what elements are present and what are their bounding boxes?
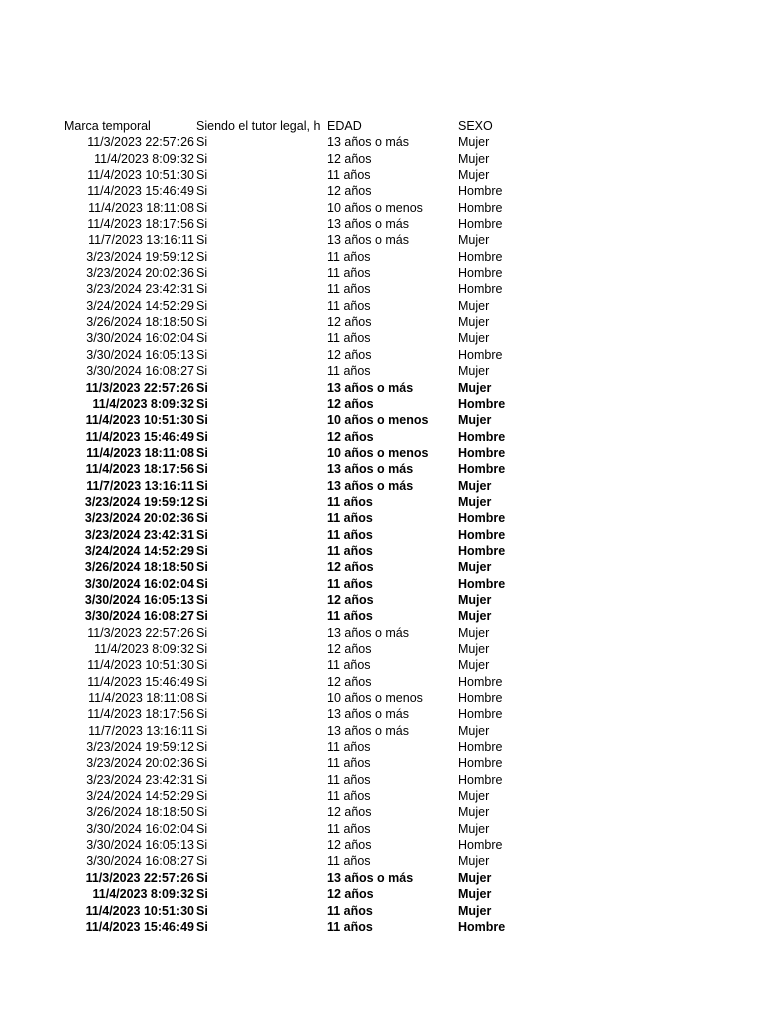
cell-tutor-legal: Si bbox=[196, 217, 208, 232]
cell-marca-temporal: 11/4/2023 18:17:56 bbox=[87, 707, 194, 722]
cell-marca-temporal: 11/7/2023 13:16:11 bbox=[88, 723, 194, 738]
table-row bbox=[64, 445, 724, 461]
cell-tutor-legal: Si bbox=[196, 658, 208, 673]
cell-sexo: Mujer bbox=[458, 887, 492, 902]
cell-marca-temporal: 11/7/2023 13:16:11 bbox=[86, 478, 194, 493]
cell-sexo: Hombre bbox=[458, 266, 503, 281]
table-row bbox=[64, 608, 724, 624]
cell-edad: 11 años bbox=[327, 756, 371, 771]
cell-tutor-legal: Si bbox=[196, 592, 208, 607]
cell-tutor-legal: Si bbox=[196, 298, 208, 313]
cell-edad: 11 años bbox=[327, 576, 373, 591]
cell-sexo: Mujer bbox=[458, 592, 492, 607]
table-row bbox=[64, 167, 724, 183]
cell-marca-temporal: 11/3/2023 22:57:26 bbox=[85, 380, 194, 395]
cell-edad: 13 años o más bbox=[327, 625, 409, 640]
cell-tutor-legal: Si bbox=[196, 870, 208, 885]
cell-sexo: Mujer bbox=[458, 723, 490, 738]
cell-sexo: Mujer bbox=[458, 658, 490, 673]
header-edad: EDAD bbox=[327, 119, 362, 133]
table-row bbox=[64, 380, 724, 396]
cell-marca-temporal: 11/4/2023 8:09:32 bbox=[92, 887, 194, 902]
cell-edad: 11 años bbox=[327, 543, 373, 558]
cell-sexo: Hombre bbox=[458, 217, 503, 232]
cell-tutor-legal: Si bbox=[196, 282, 208, 297]
cell-edad: 13 años o más bbox=[327, 723, 409, 738]
table-row bbox=[64, 249, 724, 265]
cell-marca-temporal: 3/24/2024 14:52:29 bbox=[86, 789, 194, 804]
header-tutor-legal: Siendo el tutor legal, h bbox=[196, 119, 321, 133]
table-row bbox=[64, 804, 724, 820]
cell-sexo: Hombre bbox=[458, 249, 503, 264]
table-row bbox=[64, 919, 724, 935]
cell-marca-temporal: 11/7/2023 13:16:11 bbox=[88, 233, 194, 248]
table-row bbox=[64, 298, 724, 314]
cell-sexo: Mujer bbox=[458, 821, 490, 836]
table-row bbox=[64, 363, 724, 379]
cell-edad: 11 años bbox=[327, 266, 371, 281]
cell-sexo: Hombre bbox=[458, 200, 503, 215]
cell-edad: 11 años bbox=[327, 609, 373, 624]
cell-sexo: Hombre bbox=[458, 347, 503, 362]
cell-marca-temporal: 3/30/2024 16:02:04 bbox=[86, 821, 194, 836]
cell-edad: 12 años bbox=[327, 838, 372, 853]
table-row bbox=[64, 706, 724, 722]
cell-edad: 12 años bbox=[327, 560, 374, 575]
cell-edad: 12 años bbox=[327, 642, 372, 656]
table-row bbox=[64, 739, 724, 755]
cell-marca-temporal: 11/3/2023 22:57:26 bbox=[87, 135, 194, 150]
cell-tutor-legal: Si bbox=[196, 266, 208, 281]
cell-marca-temporal: 11/4/2023 10:51:30 bbox=[85, 903, 194, 918]
table-row bbox=[64, 903, 724, 919]
cell-edad: 11 años bbox=[327, 249, 371, 264]
table-row bbox=[64, 330, 724, 346]
cell-tutor-legal: Si bbox=[196, 331, 208, 346]
cell-marca-temporal: 3/23/2024 23:42:31 bbox=[86, 282, 194, 297]
cell-edad: 13 años o más bbox=[327, 380, 414, 395]
cell-sexo: Hombre bbox=[458, 543, 506, 558]
cell-sexo: Mujer bbox=[458, 903, 492, 918]
cell-tutor-legal: Si bbox=[196, 168, 208, 183]
cell-tutor-legal: Si bbox=[196, 805, 208, 820]
table-row bbox=[64, 265, 724, 281]
cell-tutor-legal: Si bbox=[196, 740, 208, 755]
cell-marca-temporal: 3/24/2024 14:52:29 bbox=[86, 298, 194, 313]
table-row bbox=[64, 788, 724, 804]
cell-edad: 11 años bbox=[327, 919, 373, 934]
cell-marca-temporal: 3/23/2024 19:59:12 bbox=[86, 740, 194, 755]
cell-sexo: Hombre bbox=[458, 707, 503, 722]
cell-sexo: Hombre bbox=[458, 674, 503, 689]
cell-sexo: Hombre bbox=[458, 429, 506, 444]
cell-tutor-legal: Si bbox=[196, 903, 208, 918]
cell-edad: 12 años bbox=[327, 396, 374, 411]
cell-edad: 12 años bbox=[327, 805, 372, 820]
cell-tutor-legal: Si bbox=[196, 315, 208, 330]
cell-sexo: Hombre bbox=[458, 838, 503, 853]
cell-edad: 11 años bbox=[327, 168, 371, 183]
cell-marca-temporal: 11/4/2023 8:09:32 bbox=[92, 396, 194, 411]
cell-sexo: Mujer bbox=[458, 135, 490, 150]
cell-tutor-legal: Si bbox=[196, 543, 208, 558]
cell-marca-temporal: 3/30/2024 16:05:13 bbox=[84, 592, 194, 607]
cell-tutor-legal: Si bbox=[196, 707, 208, 722]
cell-tutor-legal: Si bbox=[196, 135, 208, 150]
cell-edad: 11 años bbox=[327, 527, 373, 542]
cell-marca-temporal: 3/23/2024 19:59:12 bbox=[86, 249, 194, 264]
cell-marca-temporal: 3/30/2024 16:02:04 bbox=[84, 576, 194, 591]
table-row bbox=[64, 429, 724, 445]
cell-tutor-legal: Si bbox=[196, 233, 208, 248]
cell-marca-temporal: 3/30/2024 16:05:13 bbox=[86, 347, 194, 362]
table-row bbox=[64, 641, 724, 657]
cell-marca-temporal: 3/24/2024 14:52:29 bbox=[84, 543, 194, 558]
table-row bbox=[64, 281, 724, 297]
table-row bbox=[64, 412, 724, 428]
header-marca-temporal: Marca temporal bbox=[64, 119, 151, 133]
table-row bbox=[64, 559, 724, 575]
cell-sexo: Hombre bbox=[458, 772, 503, 787]
cell-marca-temporal: 11/4/2023 18:11:08 bbox=[88, 200, 194, 215]
cell-marca-temporal: 11/4/2023 18:17:56 bbox=[85, 462, 194, 477]
cell-sexo: Hombre bbox=[458, 756, 503, 771]
cell-tutor-legal: Si bbox=[196, 887, 208, 902]
cell-sexo: Hombre bbox=[458, 511, 506, 526]
cell-sexo: Mujer bbox=[458, 380, 492, 395]
table-row bbox=[64, 886, 724, 902]
cell-marca-temporal: 3/23/2024 20:02:36 bbox=[86, 756, 194, 771]
cell-marca-temporal: 11/4/2023 10:51:30 bbox=[87, 658, 194, 673]
cell-tutor-legal: Si bbox=[196, 364, 208, 379]
cell-marca-temporal: 11/4/2023 8:09:32 bbox=[94, 642, 194, 656]
cell-marca-temporal: 11/3/2023 22:57:26 bbox=[85, 870, 194, 885]
table-row bbox=[64, 870, 724, 886]
cell-tutor-legal: Si bbox=[196, 642, 208, 656]
cell-edad: 11 años bbox=[327, 854, 371, 869]
cell-sexo: Hombre bbox=[458, 740, 503, 755]
cell-marca-temporal: 3/26/2024 18:18:50 bbox=[86, 315, 194, 330]
table-row bbox=[64, 347, 724, 363]
table-row bbox=[64, 837, 724, 853]
cell-marca-temporal: 11/4/2023 15:46:49 bbox=[85, 429, 194, 444]
cell-marca-temporal: 3/30/2024 16:08:27 bbox=[86, 854, 194, 869]
cell-sexo: Mujer bbox=[458, 364, 490, 379]
cell-marca-temporal: 11/4/2023 15:46:49 bbox=[85, 919, 194, 934]
cell-sexo: Hombre bbox=[458, 691, 503, 706]
table-row bbox=[64, 232, 724, 248]
cell-tutor-legal: Si bbox=[196, 723, 208, 738]
table-row bbox=[64, 821, 724, 837]
cell-edad: 11 años bbox=[327, 772, 371, 787]
header-sexo: SEXO bbox=[458, 119, 493, 133]
cell-tutor-legal: Si bbox=[196, 347, 208, 362]
cell-edad: 12 años bbox=[327, 429, 374, 444]
cell-edad: 11 años bbox=[327, 821, 371, 836]
cell-sexo: Mujer bbox=[458, 789, 490, 804]
table-row bbox=[64, 592, 724, 608]
table-row bbox=[64, 461, 724, 477]
cell-edad: 11 años bbox=[327, 331, 371, 346]
table-row bbox=[64, 674, 724, 690]
table-row bbox=[64, 216, 724, 232]
cell-sexo: Hombre bbox=[458, 462, 506, 477]
table-row bbox=[64, 183, 724, 199]
table-row bbox=[64, 527, 724, 543]
cell-edad: 11 años bbox=[327, 298, 371, 313]
cell-edad: 11 años bbox=[327, 903, 373, 918]
cell-edad: 11 años bbox=[327, 658, 371, 673]
table-row bbox=[64, 543, 724, 559]
cell-edad: 13 años o más bbox=[327, 462, 414, 477]
cell-tutor-legal: Si bbox=[196, 184, 208, 199]
cell-marca-temporal: 3/23/2024 20:02:36 bbox=[86, 266, 194, 281]
cell-tutor-legal: Si bbox=[196, 789, 208, 804]
table-row bbox=[64, 396, 724, 412]
cell-edad: 12 años bbox=[327, 347, 372, 362]
cell-edad: 11 años bbox=[327, 511, 373, 526]
cell-sexo: Mujer bbox=[458, 642, 490, 656]
cell-marca-temporal: 3/23/2024 23:42:31 bbox=[84, 527, 194, 542]
cell-sexo: Mujer bbox=[458, 168, 490, 183]
cell-marca-temporal: 11/4/2023 18:11:08 bbox=[88, 691, 194, 706]
cell-marca-temporal: 11/4/2023 8:09:32 bbox=[94, 151, 194, 166]
cell-edad: 10 años o menos bbox=[327, 691, 423, 706]
cell-sexo: Mujer bbox=[458, 854, 490, 869]
cell-marca-temporal: 3/26/2024 18:18:50 bbox=[84, 560, 194, 575]
cell-sexo: Mujer bbox=[458, 298, 490, 313]
cell-tutor-legal: Si bbox=[196, 462, 208, 477]
cell-edad: 11 años bbox=[327, 282, 371, 297]
cell-edad: 11 años bbox=[327, 494, 373, 509]
cell-marca-temporal: 3/30/2024 16:02:04 bbox=[86, 331, 194, 346]
table-row bbox=[64, 151, 724, 167]
cell-sexo: Hombre bbox=[458, 576, 506, 591]
cell-sexo: Mujer bbox=[458, 494, 492, 509]
cell-tutor-legal: Si bbox=[196, 527, 208, 542]
cell-marca-temporal: 11/4/2023 18:11:08 bbox=[86, 445, 194, 460]
cell-tutor-legal: Si bbox=[196, 249, 208, 264]
cell-sexo: Mujer bbox=[458, 315, 490, 330]
table-row bbox=[64, 690, 724, 706]
cell-sexo: Hombre bbox=[458, 527, 506, 542]
cell-tutor-legal: Si bbox=[196, 560, 208, 575]
cell-edad: 12 años bbox=[327, 592, 374, 607]
cell-edad: 11 años bbox=[327, 740, 371, 755]
cell-marca-temporal: 3/23/2024 20:02:36 bbox=[84, 511, 194, 526]
cell-tutor-legal: Si bbox=[196, 200, 208, 215]
cell-tutor-legal: Si bbox=[196, 151, 208, 166]
cell-edad: 10 años o menos bbox=[327, 413, 429, 428]
cell-marca-temporal: 3/23/2024 19:59:12 bbox=[84, 494, 194, 509]
table-row bbox=[64, 772, 724, 788]
cell-edad: 13 años o más bbox=[327, 707, 409, 722]
cell-marca-temporal: 11/4/2023 10:51:30 bbox=[85, 413, 194, 428]
table-row bbox=[64, 576, 724, 592]
cell-sexo: Mujer bbox=[458, 413, 492, 428]
cell-edad: 12 años bbox=[327, 151, 372, 166]
cell-tutor-legal: Si bbox=[196, 494, 208, 509]
table-row bbox=[64, 134, 724, 150]
cell-sexo: Hombre bbox=[458, 445, 506, 460]
cell-tutor-legal: Si bbox=[196, 821, 208, 836]
cell-sexo: Mujer bbox=[458, 609, 492, 624]
table-row bbox=[64, 200, 724, 216]
cell-tutor-legal: Si bbox=[196, 854, 208, 869]
cell-sexo: Hombre bbox=[458, 919, 506, 934]
cell-marca-temporal: 11/3/2023 22:57:26 bbox=[87, 625, 194, 640]
cell-sexo: Mujer bbox=[458, 870, 492, 885]
table-row bbox=[64, 478, 724, 494]
cell-edad: 10 años o menos bbox=[327, 200, 423, 215]
cell-edad: 11 años bbox=[327, 364, 371, 379]
cell-marca-temporal: 3/26/2024 18:18:50 bbox=[86, 805, 194, 820]
table-row bbox=[64, 723, 724, 739]
cell-tutor-legal: Si bbox=[196, 380, 208, 395]
cell-sexo: Hombre bbox=[458, 282, 503, 297]
cell-edad: 11 años bbox=[327, 789, 371, 804]
cell-tutor-legal: Si bbox=[196, 756, 208, 771]
cell-marca-temporal: 11/4/2023 15:46:49 bbox=[87, 674, 194, 689]
cell-marca-temporal: 11/4/2023 18:17:56 bbox=[87, 217, 194, 232]
cell-sexo: Mujer bbox=[458, 805, 490, 820]
spreadsheet-table bbox=[64, 118, 724, 935]
table-body bbox=[64, 134, 724, 935]
cell-sexo: Mujer bbox=[458, 478, 492, 493]
cell-edad: 12 años bbox=[327, 315, 372, 330]
cell-edad: 13 años o más bbox=[327, 217, 409, 232]
table-row bbox=[64, 625, 724, 641]
table-row bbox=[64, 755, 724, 771]
cell-tutor-legal: Si bbox=[196, 396, 208, 411]
table-row bbox=[64, 510, 724, 526]
cell-sexo: Hombre bbox=[458, 396, 506, 411]
cell-sexo: Mujer bbox=[458, 331, 490, 346]
cell-sexo: Hombre bbox=[458, 184, 503, 199]
table-row bbox=[64, 853, 724, 869]
cell-tutor-legal: Si bbox=[196, 478, 208, 493]
cell-tutor-legal: Si bbox=[196, 576, 208, 591]
table-row bbox=[64, 314, 724, 330]
cell-tutor-legal: Si bbox=[196, 413, 208, 428]
cell-edad: 13 años o más bbox=[327, 135, 409, 150]
cell-marca-temporal: 3/30/2024 16:08:27 bbox=[84, 609, 194, 624]
cell-edad: 13 años o más bbox=[327, 478, 414, 493]
cell-tutor-legal: Si bbox=[196, 445, 208, 460]
table-row bbox=[64, 657, 724, 673]
cell-sexo: Mujer bbox=[458, 625, 490, 640]
cell-tutor-legal: Si bbox=[196, 919, 208, 934]
cell-marca-temporal: 11/4/2023 15:46:49 bbox=[87, 184, 194, 199]
cell-sexo: Mujer bbox=[458, 233, 490, 248]
cell-marca-temporal: 3/23/2024 23:42:31 bbox=[86, 772, 194, 787]
cell-edad: 12 años bbox=[327, 887, 374, 902]
cell-tutor-legal: Si bbox=[196, 838, 208, 853]
cell-marca-temporal: 11/4/2023 10:51:30 bbox=[87, 168, 194, 183]
cell-tutor-legal: Si bbox=[196, 429, 208, 444]
cell-tutor-legal: Si bbox=[196, 511, 208, 526]
cell-marca-temporal: 3/30/2024 16:08:27 bbox=[86, 364, 194, 379]
cell-edad: 13 años o más bbox=[327, 870, 414, 885]
table-row bbox=[64, 494, 724, 510]
cell-marca-temporal: 3/30/2024 16:05:13 bbox=[86, 838, 194, 853]
cell-edad: 10 años o menos bbox=[327, 445, 429, 460]
cell-edad: 13 años o más bbox=[327, 233, 409, 248]
cell-tutor-legal: Si bbox=[196, 609, 208, 624]
cell-sexo: Mujer bbox=[458, 151, 490, 166]
header-row bbox=[64, 118, 724, 134]
cell-tutor-legal: Si bbox=[196, 691, 208, 706]
cell-tutor-legal: Si bbox=[196, 625, 208, 640]
cell-edad: 12 años bbox=[327, 674, 372, 689]
cell-tutor-legal: Si bbox=[196, 674, 208, 689]
cell-tutor-legal: Si bbox=[196, 772, 208, 787]
cell-sexo: Mujer bbox=[458, 560, 492, 575]
cell-edad: 12 años bbox=[327, 184, 372, 199]
